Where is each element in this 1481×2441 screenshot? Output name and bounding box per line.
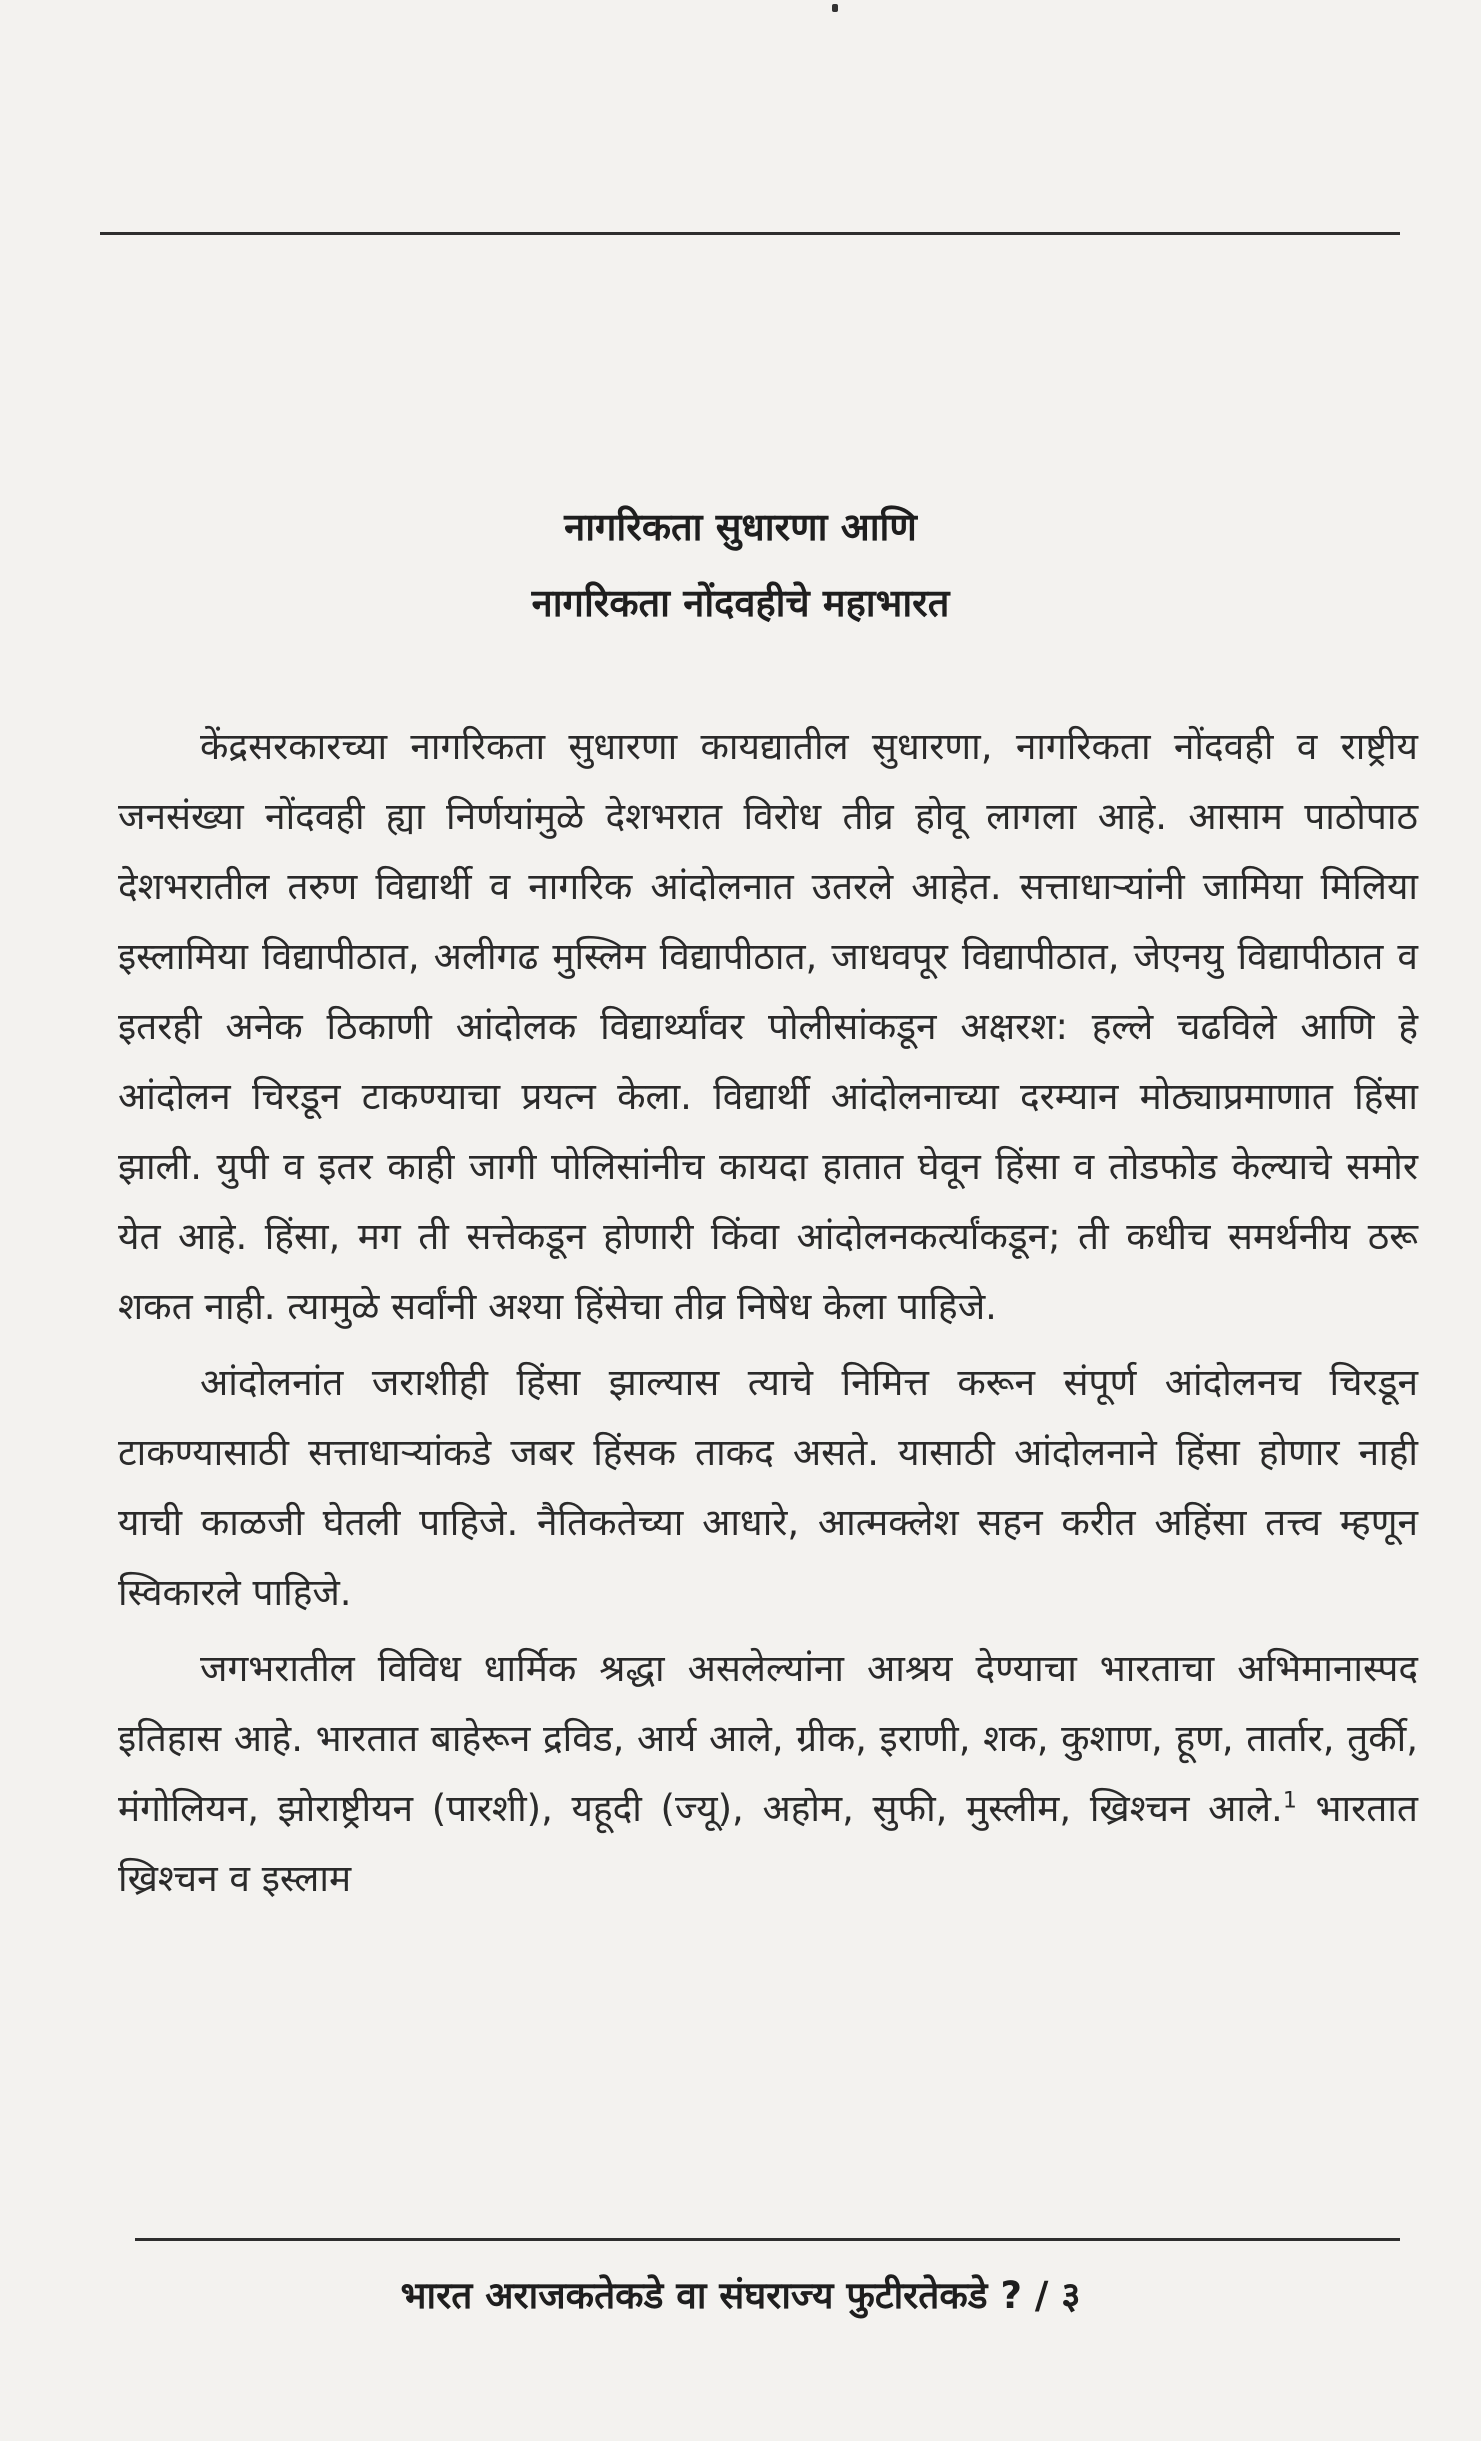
page-footer: भारत अराजकतेकडे वा संघराज्य फुटीरतेकडे ? / ३ (400, 2274, 1081, 2317)
footer-rule (135, 2238, 1400, 2241)
paragraph-3-continuation: भारतात ख्रिश्चन व इस्लाम (118, 1787, 1418, 1900)
header-rule (100, 232, 1400, 235)
ink-speck (832, 4, 838, 12)
paragraph-3-text: जगभरातील विविध धार्मिक श्रद्धा असलेल्यांना आश्रय देण्याचा भारताचा अभिमानास्पद इतिहास आहे. भारतात बाहेरून द्रविड, आर्य आले, ग्रीक, इराणी, शक, कुशाण, हूण, तार्तार, तुर्की, मंगोलियन, झोराष्ट्रीयन (पारशी), यहूदी (ज्यू), अहोम, सुफी, मुस्लीम, ख्रिश्चन आले. (118, 1647, 1418, 1830)
paragraph-3 (118, 1634, 1418, 1914)
body-text (118, 712, 1418, 1914)
footnote-marker: 1 (1282, 1788, 1297, 1814)
chapter-title-line-2: नागरिकता नोंदवहीचे महाभारत (531, 581, 950, 625)
paragraph-1: केंद्रसरकारच्या नागरिकता सुधारणा कायद्यातील सुधारणा, नागरिकता नोंदवही व राष्ट्रीय जनसंख्या नोंदवही ह्या निर्णयांमुळे देशभरात विरोध तीव्र होवू लागला आहे. आसाम पाठोपाठ देशभरातील तरुण विद्यार्थी व नागरिक आंदोलनात उतरले आहेत. सत्ताधाऱ्यांनी जामिया मिलिया इस्लामिया विद्यापीठात, अलीगढ मुस्लिम विद्यापीठात, जाधवपूर विद्यापीठात, जेएनयु विद्यापीठात व इतरही अनेक ठिकाणी आंदोलक विद्यार्थ्यांवर पोलीसांकडून अक्षरश: हल्ले चढविले आणि हे आंदोलन चिरडून टाकण्याचा प्रयत्न केला. विद्यार्थी आंदोलनाच्या दरम्यान मोठ्याप्रमाणात हिंसा झाली. युपी व इतर काही जागी पोलिसांनीच कायदा हातात घेवून हिंसा व तोडफोड केल्याचे समोर येत आहे. हिंसा, मग ती सत्तेकडून होणारी किंवा आंदोलनकर्त्यांकडून; ती कधीच समर्थनीय ठरू शकत नाही. त्यामुळे सर्वांनी अश्या हिंसेचा तीव्र निषेध केला पाहिजे. (118, 725, 1418, 1328)
paragraph-2: आंदोलनांत जराशीही हिंसा झाल्यास त्याचे निमित्त करून संपूर्ण आंदोलनच चिरडून टाकण्यासाठी सत्ताधाऱ्यांकडे जबर हिंसक ताकद असते. यासाठी आंदोलनाने हिंसा होणार नाही याची काळजी घेतली पाहिजे. नैतिकतेच्या आधारे, आत्मक्लेश सहन करीत अहिंसा तत्त्व म्हणून स्विकारले पाहिजे. (118, 1361, 1418, 1614)
chapter-title-line-1: नागरिकता सुधारणा आणि (564, 505, 917, 549)
